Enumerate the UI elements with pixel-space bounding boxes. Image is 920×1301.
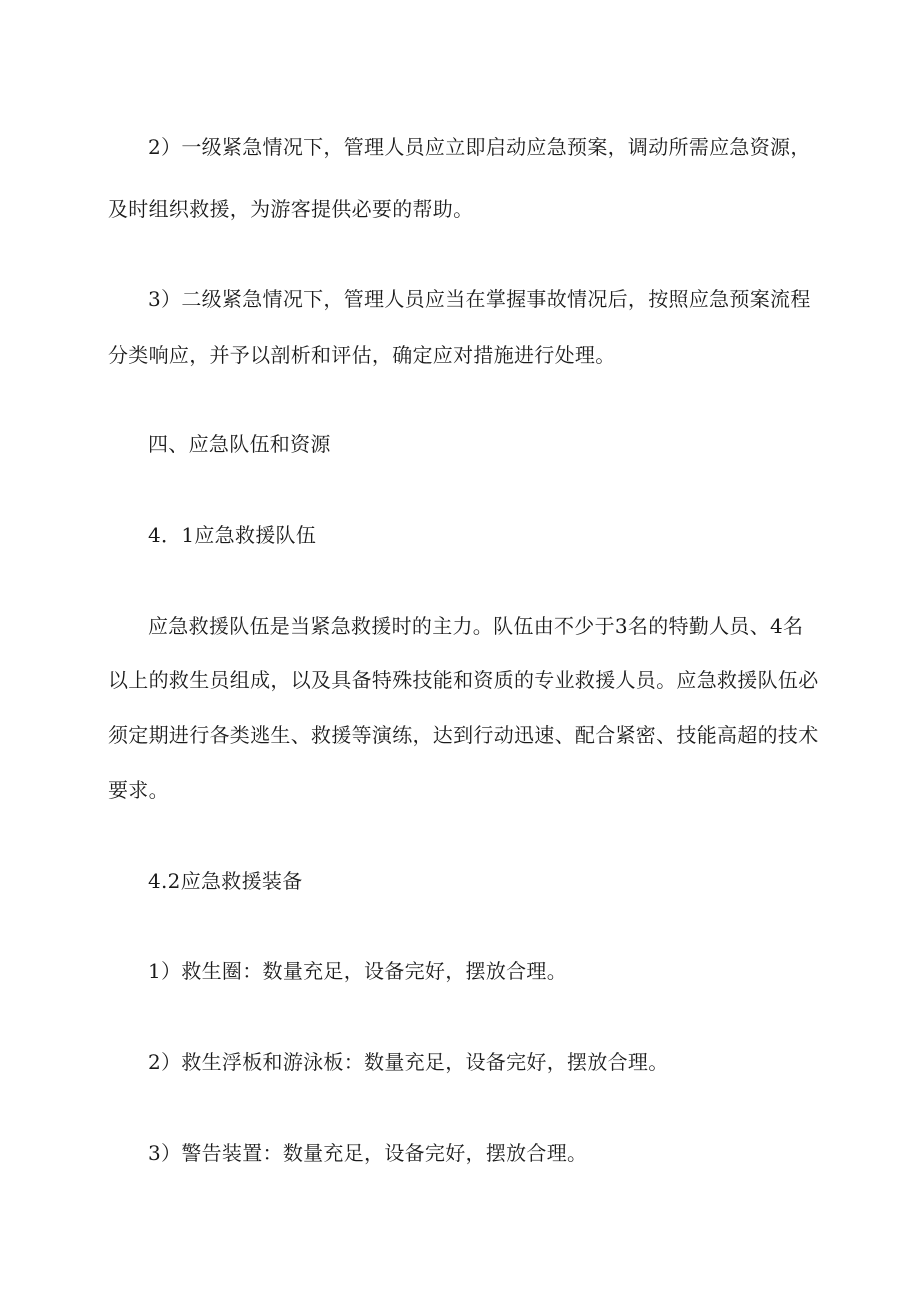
list-item: 2）救生浮板和游泳板：数量充足，设备完好，摆放合理。 bbox=[148, 1050, 669, 1074]
paragraph-line: 要求。 bbox=[108, 778, 169, 802]
paragraph-line: 3）二级紧急情况下，管理人员应当在掌握事故情况后，按照应急预案流程 bbox=[148, 287, 811, 311]
paragraph-line: 分类响应，并予以剖析和评估，确定应对措施进行处理。 bbox=[108, 343, 616, 367]
list-item: 1）救生圈：数量充足，设备完好，摆放合理。 bbox=[148, 959, 568, 983]
paragraph-line: 应急救援队伍是当紧急救援时的主力。队伍由不少于3名的特勤人员、4名 bbox=[148, 614, 804, 638]
list-item: 3）警告装置：数量充足，设备完好，摆放合理。 bbox=[148, 1141, 588, 1165]
paragraph-line: 2）一级紧急情况下，管理人员应立即启动应急预案，调动所需应急资源， bbox=[148, 135, 811, 159]
paragraph-line: 及时组织救援，为游客提供必要的帮助。 bbox=[108, 197, 474, 221]
section-heading: 四、应急队伍和资源 bbox=[148, 432, 331, 456]
subsection-heading: 4.2应急救援装备 bbox=[148, 869, 303, 893]
paragraph-line: 须定期进行各类逃生、救援等演练，达到行动迅速、配合紧密、技能高超的技术 bbox=[108, 723, 819, 747]
subsection-heading: 4．1应急救援队伍 bbox=[148, 523, 317, 547]
paragraph-line: 以上的救生员组成，以及具备特殊技能和资质的专业救援人员。应急救援队伍必 bbox=[108, 668, 819, 692]
